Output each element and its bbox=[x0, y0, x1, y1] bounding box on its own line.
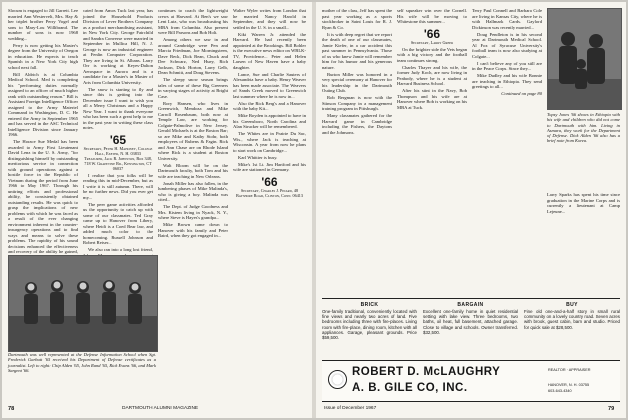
ad-text-bargain: Excellent one-family home in quiet residential setting with lake view. Three bedrooms, two baths, oil heat, full basement, attached garage. Close to village and schools. Owner transferred. $32,500. bbox=[423, 309, 518, 335]
paragraph: Terry Paul Connell and Barbara Cole are living in Kansas City, where he is with Hallmark Cards. Gaylord Dickinson was recently married... bbox=[472, 8, 542, 30]
right-page bbox=[316, 2, 626, 418]
continued-note: Continued on page 80 bbox=[501, 91, 542, 96]
paragraph: Mike Brown came down to Hanover with his family and Peter Baird, when they got engaged in... bbox=[158, 222, 228, 238]
ad-title-brick: BRICK bbox=[360, 302, 379, 308]
class-year-heading bbox=[233, 176, 306, 198]
paragraph: It is with deep regret that we report the death of one of our classmates, Jamie Kiefer, in a car accident this past summer in Pennsylvania. Those of us who knew Jamie will remember him for his humor and his generous nature. bbox=[322, 31, 392, 70]
advertiser-name: ROBERT D. McLAUGHRY bbox=[352, 366, 501, 378]
class-year: '66 bbox=[261, 174, 278, 189]
class-secretary: Secretary, Peter H. Mahoney, College Hall, Exeter, N. H. 03833 bbox=[83, 145, 153, 156]
column-2 bbox=[397, 8, 467, 112]
column-4 bbox=[547, 192, 620, 216]
paragraph: Perry is now getting his Master's degree from the University of Oregon in education. He expects to teach Spanish in a New York City high school next fall. bbox=[8, 42, 78, 70]
paragraph: Lance, Sue and Charlie Sauters of Alexandria have a baby. Henry Weaver has been made associate. The Weavers of Sands Creek moved to Greenwich last summer where he is now in... bbox=[233, 71, 306, 99]
ad-divider bbox=[322, 298, 620, 299]
paragraph: Slocum is engaged to Jill Garrett. Lee married Ann Westervelt, Mrs. Hay & her triplet brother Perry Vogel and sons to Mary-Lou Willibrand. The number of sons is now 1968 wedding... bbox=[8, 8, 78, 41]
paragraph: The Dept. of Judge Goodness and Mrs. Kistem living in Nyack, N. Y., where Steve is Hayes's grandpa... bbox=[158, 204, 228, 220]
column-3 bbox=[472, 8, 542, 97]
paragraph: Walt Bloom will be on the Dartmouth faculty, both Tom and his wife are teaching in New Orleans. bbox=[158, 162, 228, 179]
paragraph: Jonah Miller has also fallen, in the lumbering phases of Mike Malinda's, who is giving a boy. Malinda was cited... bbox=[158, 180, 228, 202]
column-3 bbox=[158, 8, 228, 240]
advertiser-address: HANOVER, N. H. 03755 bbox=[548, 383, 590, 387]
paragraph: The snow is starting to fly and since this is getting into the December issue I want to wish you all a Merry Christmas and a Happy New Year. I want to thank everyone who has been such a great help to me in the past year in writing these class notes. bbox=[83, 86, 153, 130]
issue-label: Issue of December 1967 bbox=[324, 406, 377, 411]
paragraph: Mike's 1st Lt. Jim Hartford and his wife are stationed in Germany. bbox=[233, 161, 306, 172]
magazine-spread bbox=[2, 2, 626, 418]
paragraph: Burton Miller was honored in a very special ceremony at Hanover for his leadership in the Dartmouth Outing Club. bbox=[322, 71, 392, 93]
class-year: '65 bbox=[109, 132, 127, 147]
photo-caption: Dartmouth was well represented at the Defense Information School when Sgt. Frederick Garbutt '65 received his Department of Defense certificates as a journalist. Left to right: Chip Alden '65, John Rand '65, Rick Evans '66, and Mark Sargent '66. bbox=[8, 352, 156, 373]
realtor-seal bbox=[328, 370, 347, 389]
group-photo bbox=[8, 255, 158, 352]
class-year: '66 bbox=[423, 26, 441, 41]
paragraph: I realize that you folks will be reading this in mid-December, but as I write it is still autumn. There, will be no further news. Did you ever get my... bbox=[83, 172, 153, 200]
paragraph: Among others we saw in and around Cambridge were Pen and Marcia Friedman, Joe Morningsteen, Dave Beck, Dick Bean, Chuck and Dee Schwarz, Ned Huey, Rich Jackson, Dick Horton, Larry Gelb, Dean Schmitt, and Doug Stevens. bbox=[158, 37, 228, 75]
paragraph: The peer game activities afforded us the opportunity to catch up with some of our classmates. Ted Gray came up to Hanover from Libery, where Heidi is a Coed Bear law, and added much color to the homecoming. Russell Johnson and Robert Reiser... bbox=[83, 201, 153, 245]
paragraph: On the brighter side the Vets began with a big victory and the football team continues strong. bbox=[397, 46, 467, 63]
paragraph: Mike Dudley and his wife Bonnie are teaching in Ethiopia. They send greetings to all... bbox=[472, 73, 542, 89]
page-number: 78 bbox=[8, 406, 15, 412]
paragraph: We also ran into a long lost friend, bbox=[88, 247, 153, 252]
photo-caption: Topsy Jones '66 shows in Ethiopia with his wife and children who did not come to Dartmouth with him. Living in Asmara, they work for the Department of Defense. Dick Alden '66 also has a brief note from Korea. bbox=[547, 112, 620, 144]
left-page bbox=[2, 2, 312, 418]
paragraph: mother of the class, Jeff has spent the past year working as a sports stockbroker in Saint Louis for R. J. Ryan & Co. bbox=[322, 8, 392, 30]
advertiser-company: A. B. GILE CO, INC. bbox=[352, 382, 468, 394]
paragraph: cated from Amos Tuck last year, has joined the Household Products Division of Lever Brothers Company as a product merchandising assistant, in New York City. George Fairchild and Sandra Converse were married in September in Mullica Hill, N. J. George is now an industrial engineer at Fenlin Computer Corporation. They are living in St. Albans. Larry Orr is working at Keyes-Dalton Aerospace in Aurora and is a candidate for a Master's in Master of Arts from Columbia University. bbox=[83, 8, 153, 85]
ad-text-buy: Fine old one-and-a-half story in small rural community on a lovely country road. Seven acres with brook, guest cabin, barn and studio. Priced for quick sale at $28,500. bbox=[524, 309, 620, 330]
paragraph: The Whites are in Prairie Du Sac, Wis., where Jack is teaching at Wisconsin. A year from now he plans to start work on Cambridge... bbox=[233, 131, 306, 153]
class-secretary: Secretary, Larry Greer bbox=[410, 39, 454, 45]
class-treasurer: Treasurer, Jack R. Johnston, Box 348, 718 W. Grapevine Rd., Kensington, CT 06037 bbox=[84, 155, 152, 171]
magazine-title: DARTMOUTH ALUMNI MAGAZINE bbox=[122, 406, 199, 411]
paragraph: Also the Rick Berg's and a Hanover with the baby Kit... bbox=[233, 100, 306, 111]
class-year-heading bbox=[83, 134, 153, 171]
family-photo bbox=[547, 8, 622, 110]
paragraph: Rory Hansen, who lives in Greenwich, Mendoza and Mike Carroll Rosenbaum, both now at Temple Law, are working for Colgate-Palmolive in New Jersey. Gerald Michaels is at the Boston Bar; so are Mike and Kathy Stohr, both employees of Rubens & Fagin. Rick and Ann Chase are on Rhode Island where Rick is a student at Boston University. bbox=[158, 100, 228, 161]
paragraph: Mike Boyden is appointed to have in his Greensboro, North Carolina and Alan Strucker will be remembered. bbox=[233, 113, 306, 129]
photo-illustration bbox=[548, 9, 621, 109]
paragraph: Charles Thayer and his wife, the former Judy Koch, are now living in Peabody, where he is a student at Harvard Business School. bbox=[397, 64, 467, 86]
paragraph: Kiki Warren Jr. attended the Harvard. He had recently been appointed at the Brookings. Bill Bohler is the executive news editor on WBLK-TV, Providence... Peter and Helen Larsen of New Haven have a baby daughter. bbox=[233, 31, 306, 70]
advertiser-phone: 603-643-4340 bbox=[548, 389, 572, 393]
paragraph: self squeaker win over the Cornell. His wife will be moving to Whitestone this summer... bbox=[397, 8, 467, 24]
paragraph: continues to coach the lightweight crews at Harvard. At Ben's we saw Lent Lutz, who was broadcasting his MBA from Columbia. Also present were Bill Parsons and Bob Holt. bbox=[158, 8, 228, 35]
column-2 bbox=[83, 8, 153, 282]
class-secretary: Secretary, Charles J. Pinard, 48 Bayshore Road, Clinton, Conn. 06413 bbox=[236, 187, 303, 198]
column-1 bbox=[322, 8, 392, 137]
ad-text-brick: One-family traditional, conveniently located with fine views and nearly two acres of land. Five bedrooms including three with fire-places. Living room with fire-place, dining room, kitchen with all appliances. Garage, pleasant grounds. Price $59,500. bbox=[322, 309, 417, 341]
paragraph: Bill Aldrich is at Columbia Medical School. Med is completing his "performing duties normally assigned to an officer of much higher rank with outstanding reason." Bill is Assistant Foreign Intelligence Officer assigned to the Army Materiel Command in Washington, D. C. He entered the Army in September 1965 and has served in the ASC Technical Intelligence Division since January 1966. bbox=[8, 71, 78, 137]
paragraph: Doug Pendleton is in his second year at Dartmouth Medical School. Al Fox of Syracuse University's football team is now also studying at Colgate... bbox=[472, 31, 542, 59]
paragraph: I can't believe any of you still are in the Peace Corps. Since they... bbox=[472, 60, 542, 71]
paragraph: The sleepy snow season brings tales of some of these Big Greeners in varying stages of activity at Bright Case. bbox=[158, 77, 228, 99]
paragraph: Walter Wyler writes from London that he married Nancy Harold in September, and they will now be settled in the U. S. in a small... bbox=[233, 8, 306, 30]
paragraph: Many classmates gathered for the Harvard game in Cambridge including the Fishers, the Daytons and the Johnsons. bbox=[322, 113, 392, 135]
photo-illustration bbox=[9, 256, 157, 351]
column-4 bbox=[233, 8, 306, 200]
ad-title-buy: BUY bbox=[566, 302, 578, 308]
paragraph: Karl Whittier is busy. bbox=[238, 154, 278, 160]
paragraph: Rob Bergman is now with the Stinson Company in a management training program in Pittsburgh. bbox=[322, 95, 392, 111]
ad-title-bargain: BARGAIN bbox=[457, 302, 484, 308]
advertiser-role: REALTOR · APPRAISER bbox=[548, 368, 591, 372]
page-number: 79 bbox=[608, 406, 615, 412]
class-year-heading bbox=[397, 28, 467, 45]
paragraph: After his stint in the Navy, Bob Thompson and his wife are at Hanover where Bob is working on his MBA at Tuck. bbox=[397, 88, 467, 110]
paragraph: Larry Sparks has spent his time since graduation in the Marine Corps and is currently a lieutenant at Camp Lejeune... bbox=[547, 192, 620, 214]
paragraph: The Horace Sue Medal has been awarded to Army First Lieutenant David Lenz in the U. S. Army, "for distinguishing himself by outstanding meritorious service in connection with ground operations against a hostile force in the Republic of Vietnam during the period from June 1966 to May 1967. Through his untiring efforts and professional ability, he consistently obtained outstanding results. He was quick to grasp the implications of new problems with which he was faced as a result of the ever changing environment inherent in the counter-insurgency operations and to find ways and means to solve these problems. The rapidity of his sound decisions enhanced the effectiveness and recovery of the ability he gained, bbox=[8, 139, 78, 254]
